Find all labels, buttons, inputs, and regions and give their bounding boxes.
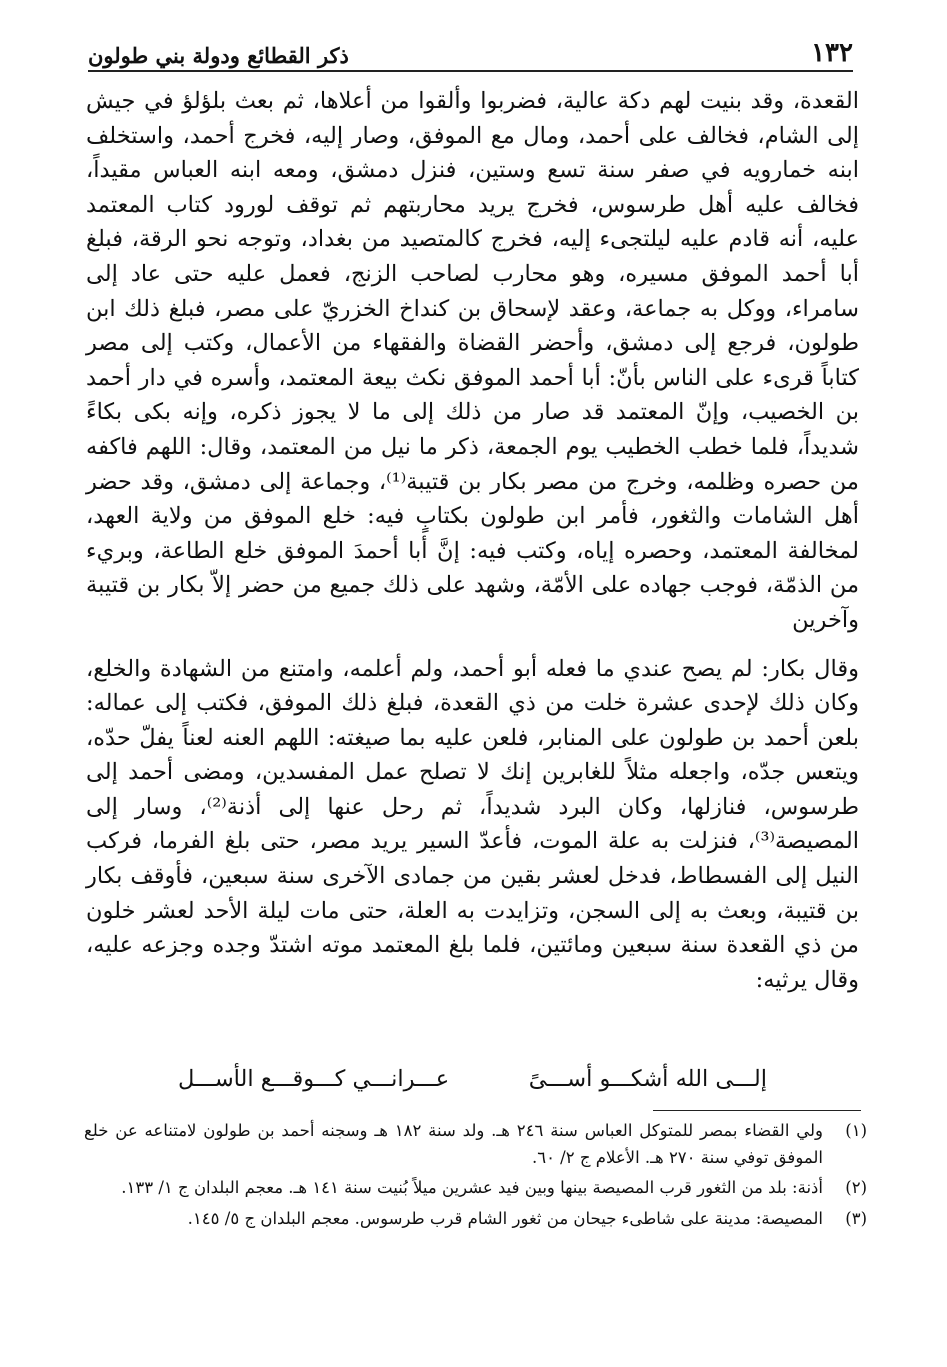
footnote-item	[84, 1118, 867, 1171]
footnote-item	[84, 1175, 867, 1202]
footnote-text: أذنة: بلد من الثغور قرب المصيصة بينها وبين فيد عشرين ميلاً بُنيت سنة ١٤١ هـ. معجم البلدان ج ١/ ١٣٣.	[121, 1178, 823, 1197]
main-text	[86, 84, 859, 997]
footnote-separator	[653, 1110, 861, 1111]
footnotes	[84, 1118, 867, 1236]
running-title: ذكر القطائع ودولة بني طولون	[88, 43, 349, 68]
footnote-number: (٣)	[845, 1208, 867, 1228]
footnote-text: المصيصة: مدينة على شاطىء جيحان من ثغور الشام قرب طرسوس. معجم البلدان ج ٥/ ١٤٥.	[187, 1208, 823, 1228]
footnote-number: (٢)	[845, 1178, 867, 1197]
footnote-item	[84, 1206, 867, 1233]
poem-verse	[178, 1064, 767, 1094]
footnote-number: (١)	[845, 1121, 867, 1140]
paragraph: وقال بكار: لم يصح عندي ما فعله أبو أحمد، ولم أعلمه، وامتنع من الشهادة والخلع، وكان ذلك لإحدى عشرة خلت من ذي القعدة، فبلغ ذلك الموفق، فكتب إلى عماله: بلعن أحمد بن طولون على المنابر، فلعن عليه بما صيغته: اللهم العنه لعناً يفلّ حدّه، ويتعس جدّه، واجعله مثلاً للغابرين إنك لا تصلح عمل المفسدين، ومضى أحمد إلى طرسوس، فنازلها، وكان البرد شديداً، ثم رحل عنها إلى أذنة⁽²⁾، وسار إلى المصيصة⁽³⁾، فنزلت به علة الموت، فأعدّ السير يريد مصر، حتى بلغ الفرما، فركب النيل إلى الفسطاط، فدخل لعشر بقين من جمادى الآخرى سنة سبعين، فأوقف بكار بن قتيبة، وبعث به إلى السجن، وتزايدت به العلة، حتى مات ليلة الأحد لعشر خلون من ذي القعدة سنة سبعين ومائتين، فلما بلغ المعتمد موته اشتدّ وجده وجزعه عليه، وقال يرثيه:	[86, 655, 859, 993]
verse-second-hemistich: عـــرانـــي كـــوقـــع الأســـل	[178, 1066, 450, 1092]
page-number: ١٣٢	[811, 38, 853, 68]
footnote-text: ولي القضاء بمصر للمتوكل العباس سنة ٢٤٦ هـ. ولد سنة ١٨٢ هـ وسجنه أحمد بن طولون لامتناعه عن خلع الموفق توفي سنة ٢٧٠ هـ. الأعلام ج ٢/ ٦٠.	[84, 1121, 823, 1167]
verse-first-hemistich: إلـــى الله أشكـــو أســـىً	[528, 1066, 767, 1092]
paragraph: القعدة، وقد بنيت لهم دكة عالية، فضربوا وألقوا من أعلاها، ثم بعث بلؤلؤ في جيش إلى الشام، فخالف على أحمد، ومال مع الموفق، وصار إليه، فخرج أحمد، واستخلف ابنه خمارويه في صفر سنة تسع وستين، فنزل دمشق، ومعه ابنه العباس مقيداً، فخالف عليه أهل طرسوس، فخرج يريد محاربتهم ثم توقف لورود كتاب المعتمد عليه، أنه قادم عليه ليلتجىء إليه، فخرج كالمتصيد من بغداد، وتوجه نحو الرقة، فبلغ أبا أحمد الموفق مسيره، وهو محارب لصاحب الزنج، فعمل عليه حتى عاد إلى سامراء، ووكل به جماعة، وعقد لإسحاق بن كنداخ الخزريّ على مصر، فبلغ ذلك ابن طولون، فرجع إلى دمشق، وأحضر القضاة والفقهاء من الأعمال، وكتب إلى مصر كتاباً قرىء على الناس بأنّ: أبا أحمد الموفق نكث بيعة المعتمد، وأسره في دار أحمد بن الخصيب، وإنّ المعتمد قد صار من ذلك إلى ما لا يجوز ذكره، وإنه بكى بكاءً شديداً، فلما خطب الخطيب يوم الجمعة، ذكر ما نيل من المعتمد، وقال: اللهم فاكفه من حصره وظلمه، وخرج من مصر بكار بن قتيبة⁽¹⁾، وجماعة إلى دمشق، وقد حضر أهل الشامات والثغور، فأمر ابن طولون بكتابٍ فيه: خلع الموفق من ولاية العهد، لمخالفة المعتمد، وحصره إياه، وكتب فيه: إنَّ أبا أحمدَ الموفق خلع الطاعة، وبريء من الذمّة، فوجب جهاده على الأمّة، وشهد على ذلك جميع من حضر إلاّ بكار بن قتيبة وآخرين	[86, 88, 859, 633]
page-header	[88, 26, 853, 72]
